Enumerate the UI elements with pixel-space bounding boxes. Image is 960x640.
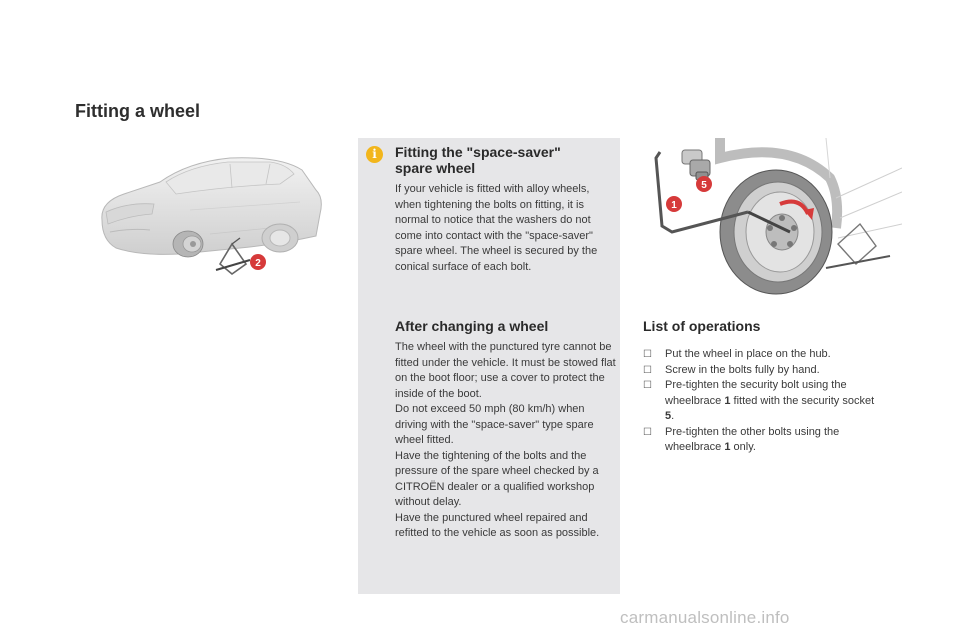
callout-1-label: 1	[671, 200, 677, 211]
callout-2-label: 2	[255, 258, 261, 269]
operation-text: only.	[730, 441, 756, 453]
checkbox-icon: ☐	[643, 349, 652, 360]
after-change-paragraph-1: The wheel with the punctured tyre cannot be fitted under the vehicle. It must be stowed flat on the boot floor; use a cover to protect the inside of the boot.	[395, 341, 616, 400]
checkbox-icon: ☐	[643, 426, 652, 438]
info-panel	[358, 138, 620, 594]
after-change-paragraph-3: Have the tightening of the bolts and the pressure of the spare wheel checked by a CITROËN dealer or a qualified workshop without delay.	[395, 449, 599, 508]
removed-wheel	[173, 231, 203, 257]
list-item	[643, 347, 883, 363]
operation-text: Put the wheel in place on the hub.	[665, 348, 831, 360]
callout-5	[696, 176, 712, 192]
wheelbrace-ref: 1	[724, 394, 731, 407]
car-jack-detail	[826, 224, 890, 268]
socket-ref: 5	[665, 410, 672, 422]
callout-5-label: 5	[701, 180, 707, 191]
operation-text: Pre-tighten the security bolt using the wheelbrace	[665, 379, 847, 407]
callout-2	[250, 254, 266, 270]
list-item	[643, 425, 883, 456]
checkbox-icon: ☐	[643, 364, 652, 376]
spare-wheel-text	[395, 182, 617, 275]
operation-text: fitted with the security socket	[730, 394, 875, 407]
checkbox-icon: ☐	[643, 380, 652, 391]
car-jack-illustration	[80, 140, 345, 290]
operation-text: Pre-tighten the other bolts using the wheelbrace	[665, 425, 840, 453]
list-item	[643, 363, 883, 379]
after-change-heading: After changing a wheel	[395, 318, 549, 334]
page-title: Fitting a wheel	[75, 101, 201, 121]
operations-heading: List of operations	[643, 318, 761, 334]
after-change-paragraph-4: Have the punctured wheel repaired and refitted to the vehicle as soon as possible.	[395, 511, 600, 539]
spare-wheel-heading: Fitting the "space-saver" spare wheel	[395, 144, 561, 176]
car-body	[102, 158, 321, 255]
operations-list	[643, 347, 883, 456]
wheel-fitting-illustration	[640, 138, 902, 300]
after-change-paragraph-2: Do not exceed 50 mph (80 km/h) when driving with the "space-saver" type spare wheel fitted.	[395, 403, 594, 446]
list-item	[643, 378, 883, 425]
watermark: carmanualsonline.info	[620, 608, 790, 627]
info-icon: i	[366, 146, 383, 163]
operation-text: .	[671, 410, 675, 422]
after-change-text	[395, 340, 617, 542]
callout-1	[666, 196, 682, 212]
wheelbrace-ref: 1	[724, 441, 731, 453]
spare-wheel-paragraph: If your vehicle is fitted with alloy wheels, when tightening the bolts on fitting, it is normal to notice that the washers do not come into contact with the "space-saver" spare wheel. The wheel is secured by the conical surface of each bolt.	[395, 183, 598, 273]
security-socket	[682, 150, 710, 180]
operation-text: Screw in the bolts fully by hand.	[665, 363, 820, 376]
spare-wheel	[720, 170, 832, 294]
